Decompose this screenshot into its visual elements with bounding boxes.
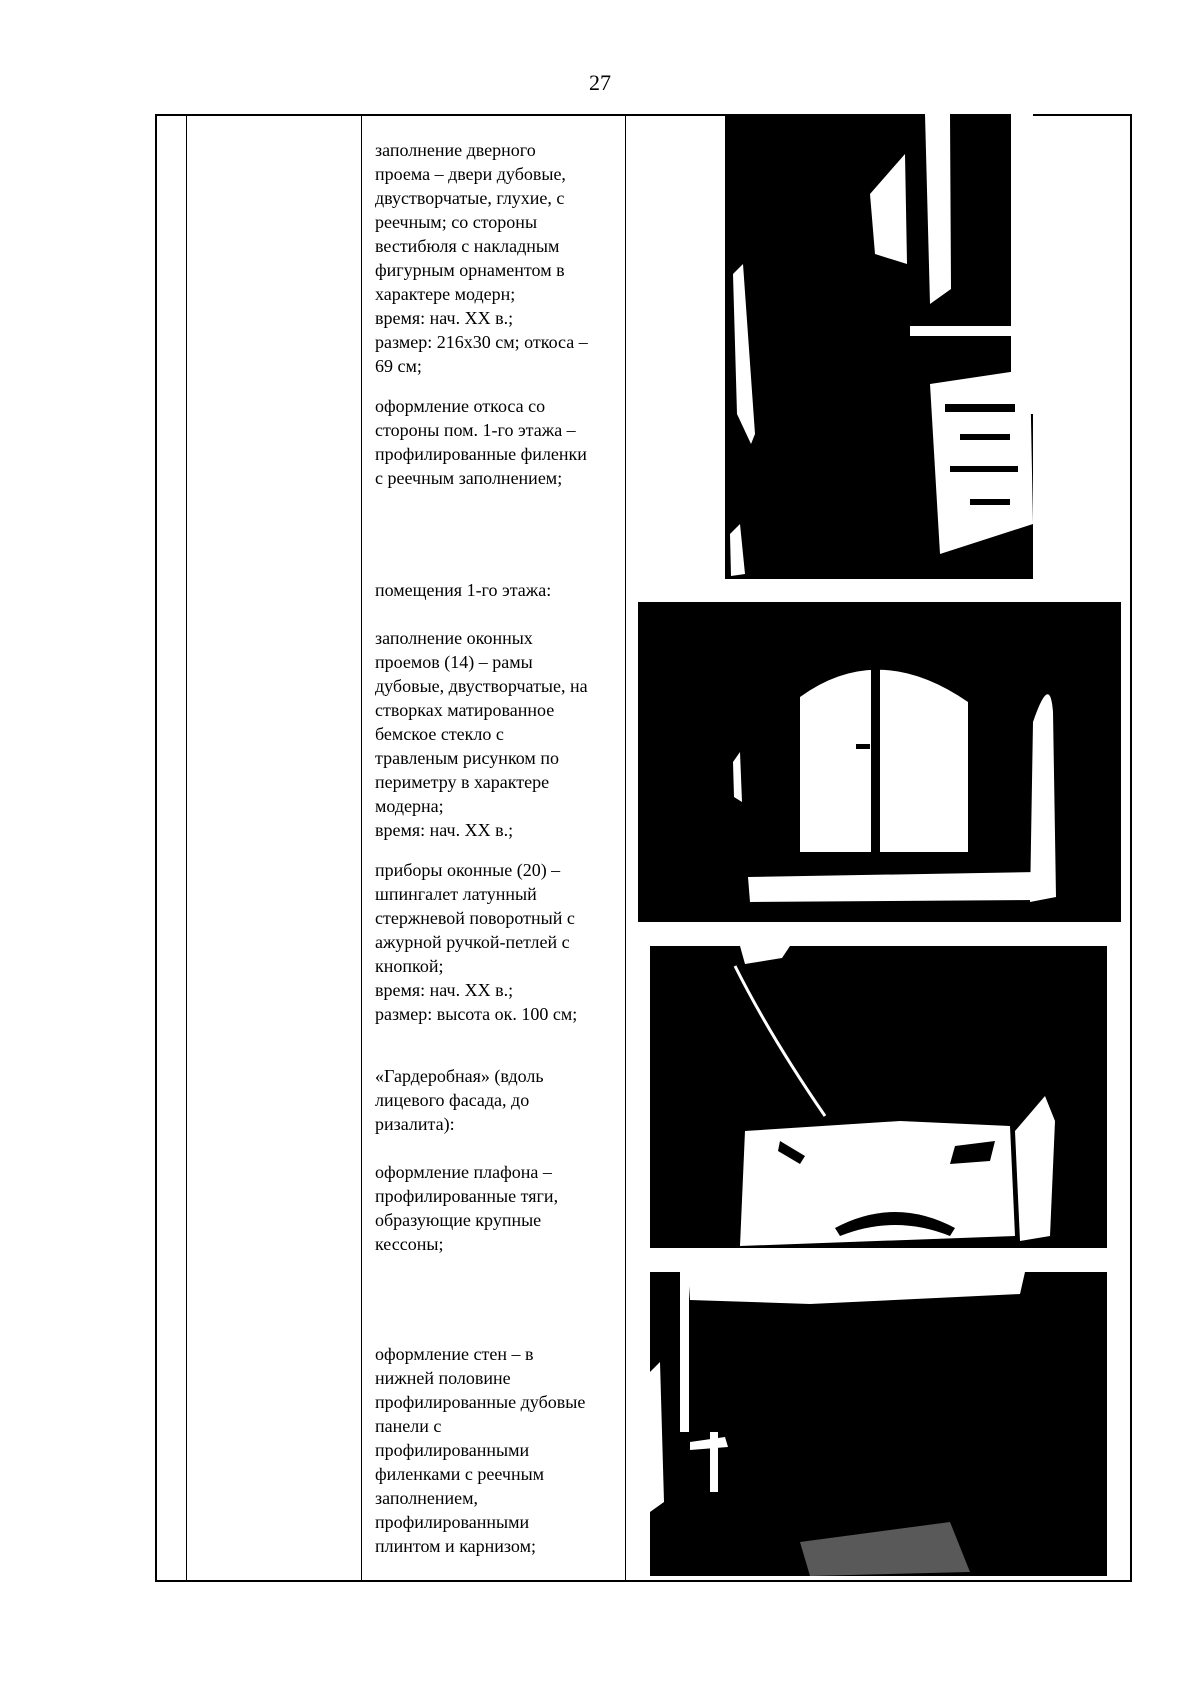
text-line: образующие крупные — [375, 1210, 542, 1230]
table-bottom-border — [155, 1580, 1132, 1582]
text-line: периметру в характере — [375, 772, 550, 792]
ceiling-photo — [650, 946, 1107, 1248]
description-ceiling — [375, 1160, 625, 1256]
door-photo — [725, 114, 1033, 579]
text-line: проемов (14) – рамы — [375, 652, 533, 672]
text-line: фигурным орнаментом в — [375, 260, 565, 280]
text-line: время: нач. XX в.; — [375, 820, 514, 840]
text-line: кессоны; — [375, 1234, 444, 1254]
text-line: бемское стекло с — [375, 724, 504, 744]
table-right-border — [1130, 114, 1132, 1582]
text-line: заполнение дверного — [375, 140, 536, 160]
text-line: реечным; со стороны — [375, 212, 538, 232]
text-line: профилированные дубовые — [375, 1392, 586, 1412]
text-line: шпингалет латунный — [375, 884, 537, 904]
text-line: заполнением, — [375, 1488, 479, 1508]
description-door — [375, 138, 625, 378]
column-divider-2 — [361, 114, 362, 1582]
wall-panel-photo — [650, 1272, 1107, 1576]
section-heading-cloakroom — [375, 1064, 625, 1136]
text-line: стороны пом. 1-го этажа – — [375, 420, 576, 440]
text-line: время: нач. XX в.; — [375, 308, 514, 328]
text-line: профилированные филенки — [375, 444, 587, 464]
column-divider-1 — [186, 114, 187, 1582]
text-line: оформление плафона – — [375, 1162, 552, 1182]
text-line: профилированные тяги, — [375, 1186, 559, 1206]
text-line: оформление стен – в — [375, 1344, 534, 1364]
text-line: 69 см; — [375, 356, 422, 376]
text-line: с реечным заполнением; — [375, 468, 563, 488]
text-line: панели с — [375, 1416, 442, 1436]
text-line: кнопкой; — [375, 956, 444, 976]
text-line: нижней половине — [375, 1368, 511, 1388]
text-line: створках матированное — [375, 700, 555, 720]
text-line: размер: 216х30 см; откоса – — [375, 332, 588, 352]
page-number: 27 — [589, 70, 611, 95]
text-line: размер: высота ок. 100 см; — [375, 1004, 578, 1024]
text-line: характере модерн; — [375, 284, 516, 304]
text-line: лицевого фасада, до — [375, 1090, 530, 1110]
text-line: заполнение оконных — [375, 628, 533, 648]
text-line: помещения 1-го этажа: — [375, 580, 552, 600]
text-line: время: нач. XX в.; — [375, 980, 514, 1000]
text-line: филенками с реечным — [375, 1464, 545, 1484]
text-line: двустворчатые, глухие, с — [375, 188, 565, 208]
text-line: модерна; — [375, 796, 444, 816]
table-left-border — [155, 114, 157, 1582]
text-line: вестибюля с накладным — [375, 236, 560, 256]
text-line: стержневой поворотный с — [375, 908, 575, 928]
description-walls — [375, 1342, 625, 1558]
text-line: профилированными — [375, 1512, 530, 1532]
text-line: дубовые, двустворчатые, на — [375, 676, 588, 696]
text-line: травленым рисунком по — [375, 748, 559, 768]
text-line: приборы оконные (20) – — [375, 860, 561, 880]
text-line: оформление откоса со — [375, 396, 546, 416]
text-line: ажурной ручкой-петлей с — [375, 932, 570, 952]
text-line: проема – двери дубовые, — [375, 164, 566, 184]
description-window-fittings — [375, 858, 625, 1026]
text-line: профилированными — [375, 1440, 530, 1460]
section-heading-first-floor — [375, 578, 625, 602]
text-line: ризалита): — [375, 1114, 455, 1134]
description-reveal — [375, 394, 625, 490]
window-photo — [638, 602, 1121, 922]
column-divider-3 — [625, 114, 626, 1582]
text-line: «Гардеробная» (вдоль — [375, 1066, 544, 1086]
text-line: плинтом и карнизом; — [375, 1536, 536, 1556]
description-windows — [375, 626, 625, 842]
